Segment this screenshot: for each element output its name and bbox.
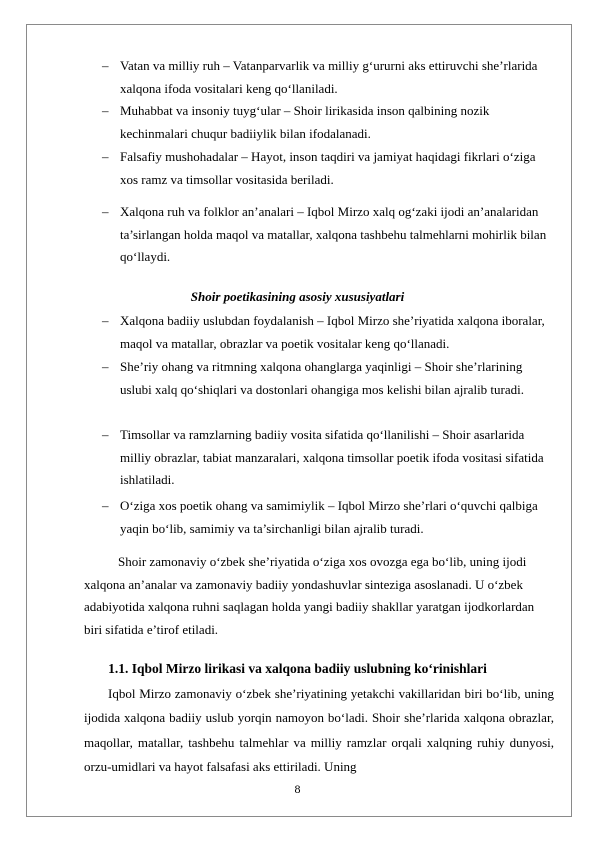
bullet-dash: – — [102, 103, 109, 118]
list-item-text: She’riy ohang va ritmning xalqona ohanglarga yaqinligi – Shoir she’rlarining uslubi xalq qo‘shiqlari va dostonlari ohangiga mos kelishi bilan ajralib turadi. — [120, 359, 525, 397]
bullet-dash: – — [102, 359, 109, 374]
list-item-text: Vatan va milliy ruh – Vatanparvarlik va milliy g‘ururni aks ettiruvchi she’rlarida xalqona ifoda vositalari keng qo‘llaniladi. — [120, 58, 538, 96]
list-item — [102, 424, 554, 492]
list-item — [102, 495, 554, 540]
list-item-text: O‘ziga xos poetik ohang va samimiylik – Iqbol Mirzo she’rlari o‘quvchi qalbiga yaqin bo‘lib, samimiy va ta’sirchanligi bilan ajralib turadi. — [120, 498, 538, 536]
list-item-text: Xalqona badiiy uslubdan foydalanish – Iqbol Mirzo she’riyatida xalqona iboralar, maqol va matallar, obrazlar va poetik vositalar keng qo‘llanadi. — [120, 313, 545, 351]
page-number: 8 — [294, 782, 301, 796]
list-item-text: Timsollar va ramzlarning badiiy vosita sifatida qo‘llanilishi – Shoir asarlarida milliy obrazlar, tabiat manzaralari, xalqona timsollar poetik ifoda vositasi sifatida ishlatiladi. — [120, 427, 544, 488]
bullet-dash: – — [102, 58, 109, 73]
list-item — [102, 146, 554, 191]
list-item-text: Xalqona ruh va folklor an’analari – Iqbol Mirzo xalq og‘zaki ijodi an’analaridan ta’sirlangan holda maqol va matallar, xalqona tashbehu talmehlarni mohirlik bilan qo‘llaydi. — [120, 204, 547, 265]
list-item — [102, 55, 554, 100]
list-item — [102, 310, 554, 355]
chapter-paragraph: Iqbol Mirzo zamonaviy o‘zbek she’riyatining yetakchi vakillaridan biri bo‘lib, uning ijodida xalqona badiiy uslub yorqin namoyon bo‘ladi. Shoir she’rlarida xalqona obrazlar, maqollar, matallar, tashbehu talmehlar va milliy ramzlar orqali xalqning ruhiy dunyosi, orzu-umidlari va hayot falsafasi aks ettiriladi. Uning — [84, 686, 554, 775]
list-item — [102, 201, 554, 269]
bullet-dash: – — [102, 498, 109, 513]
chapter-heading: 1.1. Iqbol Mirzo lirikasi va xalqona badiiy uslubning ko‘rinishlari — [108, 661, 487, 676]
bullet-dash: – — [102, 427, 109, 442]
summary-paragraph: Shoir zamonaviy o‘zbek she’riyatida o‘ziga xos ovozga ega bo‘lib, uning ijodi xalqona an’analar va zamonaviy badiiy yondashuvlar sinteziga asoslanadi. U o‘zbek adabiyotida xalqona ruhni saqlagan holda yangi badiiy shakllar yaratgan ijodkorlardan biri sifatida e’tirof etiladi. — [84, 554, 535, 637]
bullet-dash: – — [102, 204, 109, 219]
list-item — [102, 100, 554, 145]
list-item-text: Falsafiy mushohadalar – Hayot, inson taqdiri va jamiyat haqidagi fikrlari o‘ziga xos ramz va timsollar vositasida beriladi. — [120, 149, 536, 187]
list-item-text: Muhabbat va insoniy tuyg‘ular – Shoir lirikasida inson qalbining nozik kechinmalari chuqur badiiylik bilan ifodalanadi. — [120, 103, 490, 141]
bullet-dash: – — [102, 149, 109, 164]
section-heading: Shoir poetikasining asosiy xususiyatlari — [190, 289, 405, 304]
bullet-dash: – — [102, 313, 109, 328]
list-item — [102, 356, 554, 401]
